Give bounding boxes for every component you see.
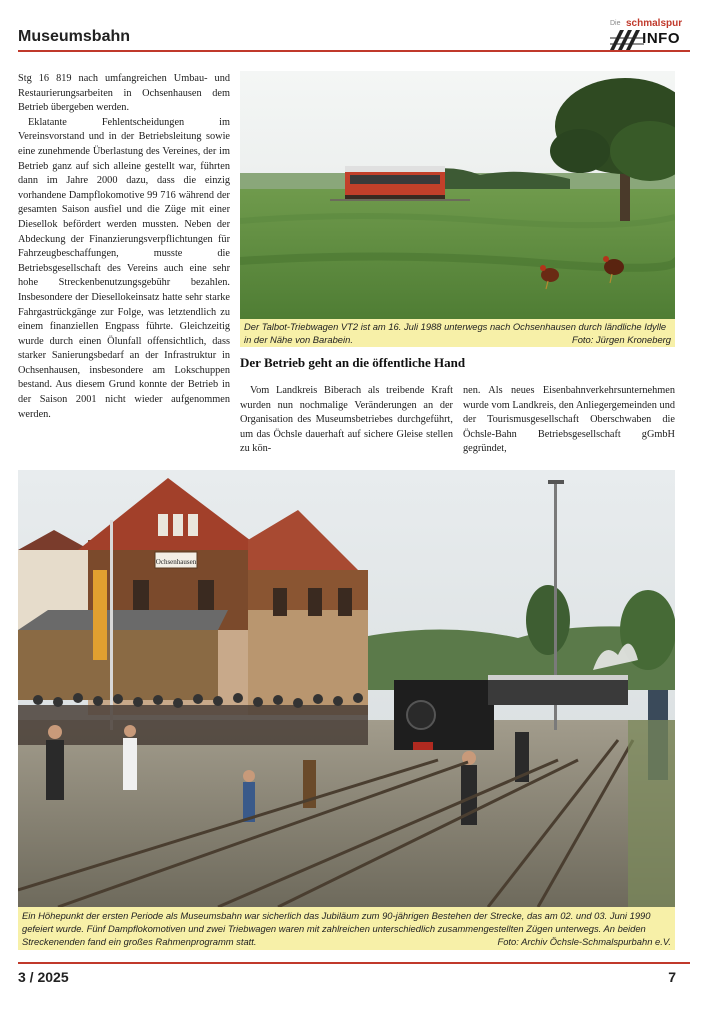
magazine-logo — [610, 18, 683, 50]
photo-railcar-meadow-image — [240, 71, 675, 319]
photo-credit: Foto: Jürgen Kroneberg — [571, 334, 671, 345]
paragraph: Stg 16 819 nach umfangreichen Umbau- und Restaurierungsarbeiten in Ochsenhausen dem Betrieb übergeben werden. — [18, 73, 230, 114]
text-column-1 — [18, 72, 230, 422]
photo-railcar-meadow — [240, 71, 675, 319]
caption-text: Ein Höhepunkt der ersten Periode als Museumsbahn war sicherlich das Jubiläum zum 90-jährigen Bestehen der Strecke, das am 02. und 03. Juni 1990 gefeiert wurde. Fünf Dampflokomotiven und zwei Triebwagen waren mit zahlreichen unterschiedlich zusammengestellten Zügen unterwegs. An beiden Streckenenden fand ein großes Rahmenprogramm statt. — [22, 910, 651, 947]
header-divider — [18, 50, 690, 52]
photo-caption — [18, 907, 675, 950]
section-heading: Der Betrieb geht an die öffentliche Hand — [240, 355, 466, 370]
page-number: 7 — [668, 969, 676, 985]
paragraph: nen. Als neues Eisenbahnverkehrsunternehmen wurde vom Landkreis, den Anliegergemeinden und der Tourismusgesellschaft Oberschwaben die Öchsle-Bahn Betriebsgesellschaft gGmbH gegründet, — [463, 385, 675, 455]
section-title: Museumsbahn — [18, 28, 131, 45]
logo-main-text: schmalspur — [626, 18, 683, 29]
rails-logo-icon — [610, 30, 644, 50]
photo-station-festival — [18, 470, 675, 907]
issue-number: 3 / 2025 — [18, 969, 69, 985]
photo-caption — [240, 319, 675, 347]
text-column-2 — [240, 384, 453, 457]
paragraph: Eklatante Fehlentscheidungen im Vereinsvorstand und in der Betriebsleitung sowie eine zunehmende Überlastung des Vereines, der im Betrieb ganz auf sich alleine gestellt war, führten dann im Jahre 2000 dazu, dass die einzig vorhandene Dampflokomotive 99 716 während der gesamten Saison ausfiel und die Züge mit einer Diesellok befördert werden mussten. Neben der Abdeckung der Finanzierungsverpflichtungen für Fahrzeugbeschaffungen, musste die Betriebsgesellschaft des Vereins auch eine sehr hohe Streckenbenutzungsgebühr bezahlen. Insbesondere der Diesellokeinsatz hatte sehr starke Fahrgastrückgänge zur Folge, was letztendlich zu einem finanziellen Engpass führte. Gleichzeitig wurde durch einen Ölunfall offensichtlich, dass starker Sanierungsbedarf an der Infrastruktur in Ochsenhausen, insbesondere am Lokschuppen bestand. Aus diesem Grund konnte der Betrieb in der Saison 2001 nicht wieder aufgenommen werden. — [18, 116, 230, 420]
caption-text: Der Talbot-Triebwagen VT2 ist am 16. Juli 1988 unterwegs nach Ochsenhausen durch ländliche Idylle in der Nähe von Barabein. — [244, 321, 667, 345]
photo-station-festival-image — [18, 470, 675, 907]
photo-credit: Foto: Archiv Öchsle-Schmalspurbahn e.V. — [497, 936, 671, 947]
paragraph: Vom Landkreis Biberach als treibende Kraft wurden nun nochmalige Veränderungen an der Organisation des Museumsbetriebes durchgeführt, um das Öchsle dauerhaft auf sichere Gleise stellen zu kön- — [240, 385, 453, 455]
text-column-3 — [463, 384, 675, 457]
footer-divider — [18, 962, 690, 964]
station-sign-text: Ochsenhausen — [155, 558, 197, 566]
logo-info-text: INFO — [642, 30, 680, 47]
logo-prefix: Die — [610, 20, 621, 27]
